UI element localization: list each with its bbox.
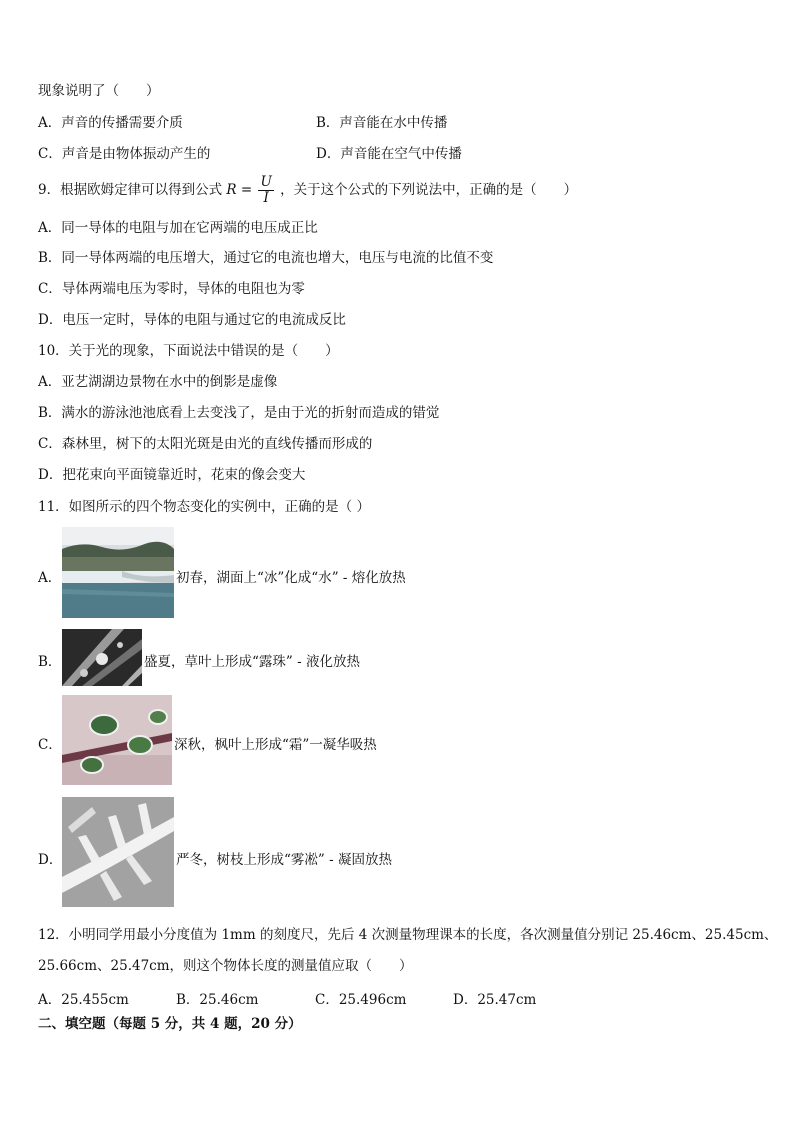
q10-option-d: D．把花束向平面镜靠近时，花束的像会变大 xyxy=(38,467,306,483)
q9-formula-lhs: R xyxy=(226,182,237,198)
q11-option-c: 深秋，枫叶上形成“霜”一凝华吸热 xyxy=(174,737,377,753)
q11-c-label: C． xyxy=(38,737,62,753)
q12-stem-line2: 25.66cm、25.47cm，则这个物体长度的测量值应取（ ） xyxy=(38,958,413,974)
q11-stem: 11．如图所示的四个物态变化的实例中，正确的是（ ） xyxy=(38,499,370,515)
q8-option-d: D．声音能在空气中传播 xyxy=(316,146,462,162)
q9-formula-fraction xyxy=(258,175,273,206)
lake-ice-photo xyxy=(62,527,174,618)
q9-option-a: A．同一导体的电阻与加在它两端的电压成正比 xyxy=(38,220,318,236)
dewdrop-photo xyxy=(62,629,142,686)
q9-formula-eq: = xyxy=(240,182,253,198)
q9-formula-num: U xyxy=(260,174,272,190)
q11-a-label: A． xyxy=(38,570,62,586)
q9-option-c: C．导体两端电压为零时，导体的电阻也为零 xyxy=(38,281,305,297)
q8-option-c: C．声音是由物体振动产生的 xyxy=(38,146,211,162)
q9-stem xyxy=(38,172,577,208)
q11-d-label: D． xyxy=(38,852,63,868)
q9-formula-den: I xyxy=(263,190,269,206)
q10-stem: 10．关于光的现象，下面说法中错误的是（ ） xyxy=(38,343,339,359)
q11-option-d: 严冬，树枝上形成“雾凇” - 凝固放热 xyxy=(176,852,392,868)
q10-option-a: A．亚艺湖湖边景物在水中的倒影是虚像 xyxy=(38,374,278,390)
rime-branch-photo xyxy=(62,797,174,907)
q12-option-c: C．25.496cm xyxy=(315,992,407,1008)
q12-option-b: B．25.46cm xyxy=(176,992,259,1008)
q11-option-a: 初春，湖面上“冰”化成“水” - 熔化放热 xyxy=(176,570,406,586)
q11-option-b: 盛夏，草叶上形成“露珠” - 液化放热 xyxy=(144,654,360,670)
q8-option-b: B．声音能在水中传播 xyxy=(316,115,448,131)
q9-stem-post: ，关于这个公式的下列说法中，正确的是（ ） xyxy=(280,182,578,198)
q11-b-label: B． xyxy=(38,654,62,670)
q10-option-b: B．满水的游泳池池底看上去变浅了，是由于光的折射而造成的错觉 xyxy=(38,405,440,421)
frost-leaf-photo xyxy=(62,695,172,785)
q9-option-d: D．电压一定时，导体的电阻与通过它的电流成反比 xyxy=(38,312,346,328)
q12-option-d: D．25.47cm xyxy=(453,992,537,1008)
section2-title: 二、填空题（每题 5 分，共 4 题，20 分） xyxy=(38,1016,302,1032)
q10-option-c: C．森林里，树下的太阳光斑是由光的直线传播而形成的 xyxy=(38,436,373,452)
q8-option-a: A．声音的传播需要介质 xyxy=(38,115,183,131)
q9-stem-pre: 9．根据欧姆定律可以得到公式 xyxy=(38,182,223,198)
q8-stem-tail: 现象说明了（ ） xyxy=(38,83,160,99)
q12-option-a: A．25.455cm xyxy=(38,992,129,1008)
q9-option-b: B．同一导体两端的电压增大，通过它的电流也增大，电压与电流的比值不变 xyxy=(38,250,494,266)
q12-stem-line1: 12．小明同学用最小分度值为 1mm 的刻度尺，先后 4 次测量物理课本的长度，各次测量值分别记 25.46cm、25.45cm、 xyxy=(38,927,778,943)
